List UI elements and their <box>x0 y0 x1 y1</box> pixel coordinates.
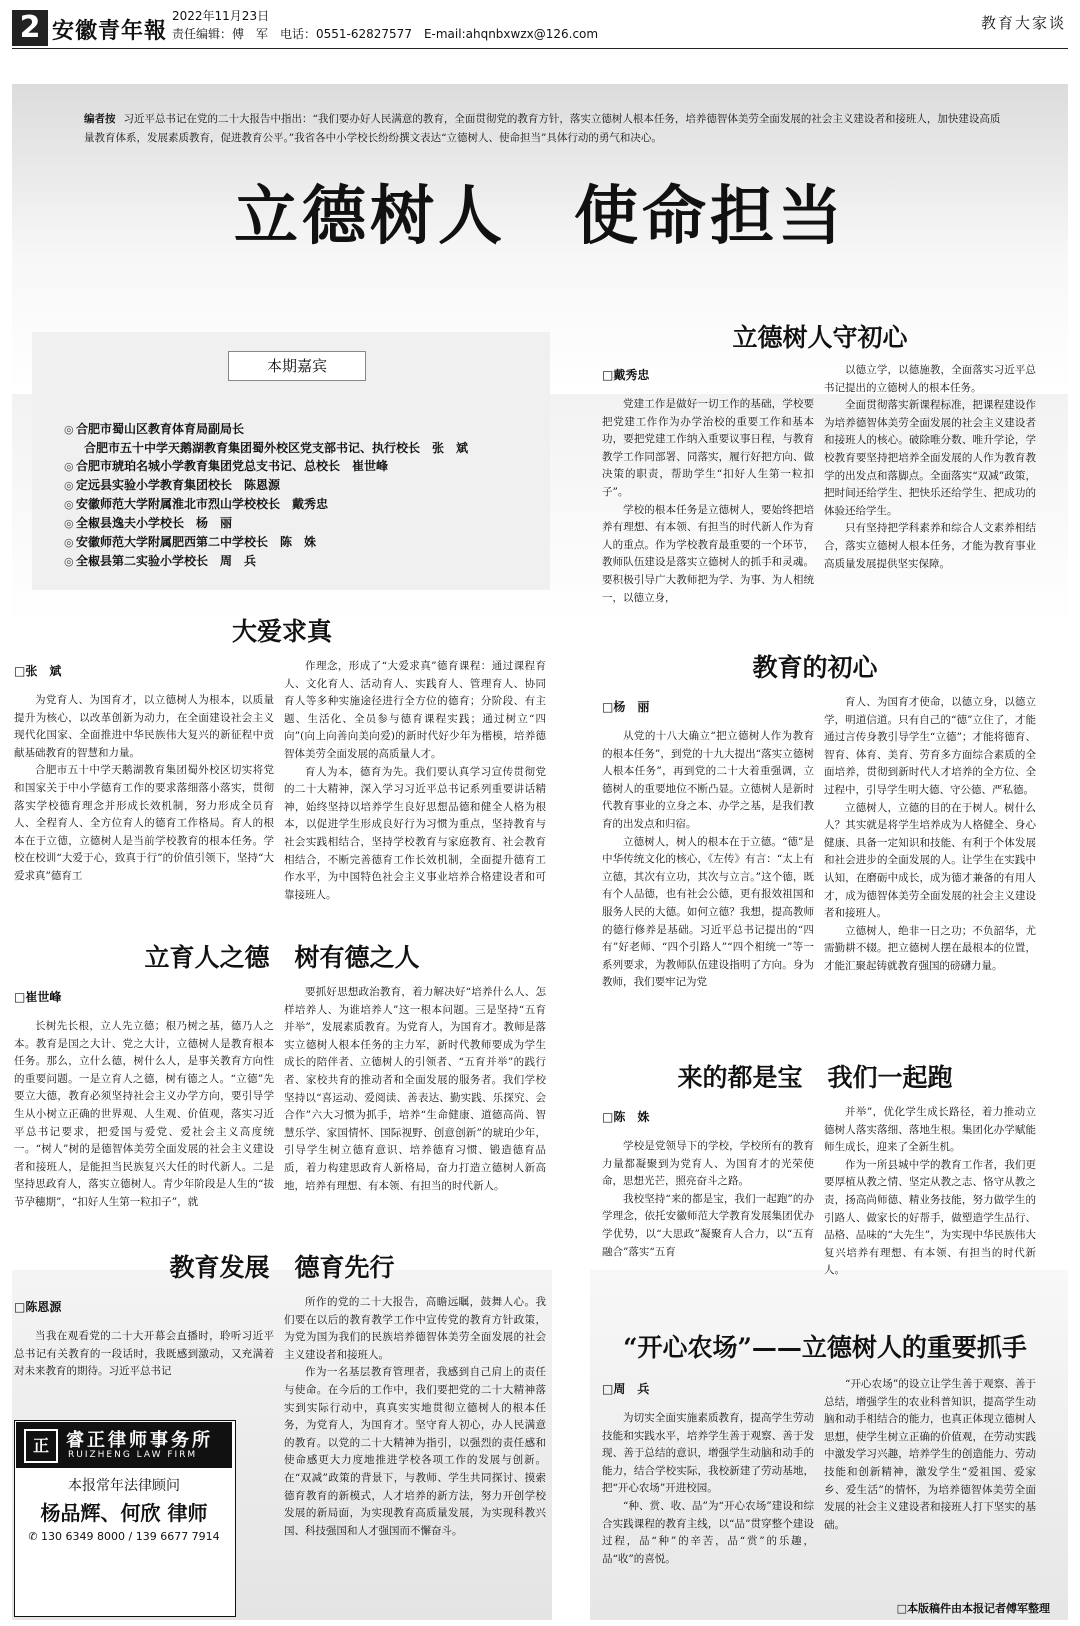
paragraph: 育人、为国育才使命，以德立身，以德立学，明道信道。只有自己的“德”立住了，才能通过言传身教引导学生“立德”；才能将德育、智育、体育、美育、劳育多方面综合素质的全面培养，贯彻到新时代人才培养的全方位、全过程中，引导学生明大德、守公德、严私德。 <box>824 696 1036 796</box>
paragraph: “开心农场”的设立让学生善于观察、善于总结，增强学生的农业科普知识，提高学生动脑和动手相结合的能力，也真正体现立德树人思想，使学生树立正确的价值观，在劳动实践中激发学习兴趣，培养学生的创造能力、劳动技能和创新精神，激发学生“爱祖国、爱家乡、爱生活”的情怀，为培养德智体美劳全面发展的社会主义建设者和接班人打下坚实的基础。 <box>824 1378 1036 1531</box>
article-column <box>602 728 814 1010</box>
paragraph: 立德树人，立德的目的在于树人。树什么人？其实就是将学生培养成为人格健全、身心健康、具备一定知识和技能、有利于个体发展和社会进步的全面发展的人。让学生在实践中认知，在磨砺中成长，成为德才兼备的有用人才，成为德智体美劳全面发展的社会主义建设者和接班人。 <box>824 801 1036 920</box>
guest-item: ◎ 全椒县逸夫小学校长 杨 丽 <box>64 514 544 533</box>
guest-item: ◎ 定远县实验小学教育集团校长 陈恩源 <box>64 476 544 495</box>
article-title: “开心农场”——立德树人的重要抓手 <box>623 1333 1027 1362</box>
article-column <box>602 396 814 604</box>
article-author: □陈 姝 <box>602 1110 650 1124</box>
section-name: 教育大家谈 <box>980 14 1066 32</box>
paragraph: 育人为本，德育为先。我们要认真学习宣传贯彻党的二十大精神，深入学习习近平总书记系列重要讲话精神，始终坚持以培养学生良好思想品德和健全人格为根本，以促进学生形成良好行为习惯为重点，坚持教育与社会实践相结合，坚持学校教育与家庭教育、社会教育相结合，不断完善德育工作长效机制，全面提升德育工作水平，为中国特色社会主义事业培养合格建设者和可靠接班人。 <box>284 765 546 901</box>
paragraph: 长树先长根，立人先立德；根乃树之基，德乃人之本。教育是国之大计、党之大计，立德树人是教育根本任务。那么，立什么德，树什么人，是事关教育方向性的重要问题。一是立育人之德，树有德之人。“立德”先要立大德，教育必须坚持社会主义办学方向，要引导学生从小树立正确的世界观、人生观、价值观，落实习近平总书记要求，把爱国与爱党、爱社会主义高度统一。“树人”树的是德智体美劳全面发展的社会主义建设者和接班人，是能担当民族复兴大任的时代新人。二是坚持思政育人，落实立德树人。青少年阶段是人生的“拔节孕穗期”，“扣好人生第一粒扣子”，就 <box>14 1020 274 1208</box>
article-author: □戴秀忠 <box>602 368 650 382</box>
paragraph: 要抓好思想政治教育，着力解决好“培养什么人、怎样培养人、为谁培养人”这一根本问题。三是坚持“五育并举”，发展素质教育。为党育人，为国育才。教师是落实立德树人根本任务的主力军，新时代教师要成为学生成长的陪伴者、立德树人的引领者、“五育并举”的践行者、家校共育的推动者和全面发展的服务者。我们学校坚持以“喜运动、爱阅读、善表达、勤实践、乐探究、会合作”六大习惯为抓手，培养“生命健康、道德高尚、智慧乐学、家国情怀、国际视野、创意创新”的琥珀少年，引导学生树立德育意识、培养德育习惯、锻造德育品质，着力构建思政育人新格局，奋力打造立德树人新高地，培养有理想、有本领、有担当的时代新人。 <box>284 986 546 1192</box>
article-column <box>602 1410 814 1598</box>
article-column <box>824 1104 1036 1277</box>
guest-item: ◎ 合肥市琥珀名城小学教育集团党总支书记、总校长 崔世峰 <box>64 457 544 476</box>
issue-date: 2022年11月23日 <box>172 9 270 23</box>
bullet-icon: ◎ <box>64 498 74 511</box>
paragraph: 只有坚持把学科素养和综合人文素养相结合，落实立德树人根本任务，才能为教育事业高质量发展提供坚实保障。 <box>824 522 1036 570</box>
bullet-icon: ◎ <box>64 479 74 492</box>
paragraph: 全面贯彻落实新课程标准，把课程建设作为培养德智体美劳全面发展的社会主义建设者和接班人的核心。破除唯分数、唯升学论，学校教育要坚持把培养全面发展的人作为教育教学的出发点和落脚点。全面落实“双减”政策，把时间还给学生、把快乐还给学生、把成功的体验还给学生。 <box>824 399 1036 517</box>
paragraph: 作为一名基层教育管理者，我感到自己肩上的责任与使命。在今后的工作中，我们要把党的二十大精神落实到实际行动中，真真实实地贯彻立德树人的根本任务，为党育人，为国育才。坚守育人初心，办人民满意的教育。以党的二十大精神为指引，以强烈的责任感和使命感更大力度地推进学校各项工作的发展与创新。在“双减”政策的背景下，与教师、学生共同探讨、摸索德育教育的新模式，人才培养的新方法，努力开创学校发展的新局面，为实现教育高质量发展，为实现科教兴国、科技强国和人才强国而不懈奋斗。 <box>284 1366 546 1537</box>
article-column <box>14 1018 274 1208</box>
page-credit: □本版稿件由本报记者傅军整理 <box>896 1602 1050 1615</box>
paragraph: 作理念，形成了“大爱求真”德育课程：通过课程育人、文化育人、活动育人、实践育人、管理育人、协同育人等多种实施途径进行全方位的德育；分阶段、有主题、生活化、全员参与德育课程实践；通过树立“四向”(向上向善向美向爱)的新时代好少年为楷模，培养德智体美劳全面发展的高质量人才。 <box>284 660 546 760</box>
guest-list <box>64 420 544 571</box>
guest-item: 合肥市五十中学天鹅湖教育集团蜀外校区党支部书记、执行校长 张 斌 <box>84 441 469 455</box>
article-column <box>14 1328 274 1400</box>
paragraph: “种、赏、收、品”为“开心农场”建设和综合实践课程的教育主线，以“品”贯穿整个建设过程，品“种”的辛苦，品“赏”的乐趣，品“收”的喜悦。 <box>602 1499 814 1565</box>
paragraph: 并举”，优化学生成长路径，着力推动立德树人落实落细、落地生根。集团化办学赋能师生成长，迎来了全新生机。 <box>824 1106 1036 1154</box>
bullet-icon: ◎ <box>64 555 74 568</box>
main-headline: 立德树人 使命担当 <box>234 179 846 254</box>
editor-note-label: 编者按 <box>84 113 116 125</box>
header-rule <box>12 48 1068 49</box>
paragraph: 学校是党领导下的学校，学校所有的教育力量都凝聚到为党育人、为国育才的光荣使命，思想光芒，照亮奋斗之路。 <box>602 1140 814 1188</box>
article-author: □杨 丽 <box>602 700 650 714</box>
article-column <box>824 362 1036 600</box>
paragraph: 为党育人、为国育才，以立德树人为根本，以质量提升为核心，以改革创新为动力，在全面建设社会主义现代化国家、全面推进中华民族伟大复兴的新征程中贡献基础教育的智慧和力量。 <box>14 694 274 759</box>
bullet-icon: ◎ <box>64 517 74 530</box>
article-title: 来的都是宝 我们一起跑 <box>677 1063 953 1092</box>
article-title: 教育的初心 <box>752 653 878 682</box>
law-firm-logo-icon: 正 <box>24 1429 58 1463</box>
bullet-icon: ◎ <box>64 536 74 549</box>
guest-panel-label: 本期嘉宾 <box>228 351 366 381</box>
article-column <box>824 694 1036 1010</box>
article-column <box>284 984 546 1202</box>
paragraph: 我校坚持“来的都是宝，我们一起跑”的办学理念，依托安徽师范大学教育发展集团优办学优势，以“大思政”凝聚育人合力，以“五育融合”落实“五育 <box>602 1192 814 1258</box>
article-column <box>284 1294 546 1616</box>
masthead-logo: 安徽青年報 <box>52 18 168 44</box>
article-column <box>14 692 274 888</box>
law-firm-name: 睿正律师事务所 <box>66 1430 213 1451</box>
article-title: 立德树人守初心 <box>732 323 908 352</box>
article-author: □周 兵 <box>602 1382 650 1396</box>
editor-info: 责任编辑：傅 军 电话：0551-62827577 E-mail:ahqnbxwzx@126.com <box>172 27 599 41</box>
page-number: 2 <box>12 10 48 46</box>
guest-item: ◎ 全椒县第二实验小学校长 周 兵 <box>64 552 544 571</box>
paragraph: 立德树人，绝非一日之功；不负韶华，尤需勤耕不辍。把立德树人摆在最根本的位置，才能汇聚起铸就教育强国的磅礴力量。 <box>824 924 1036 972</box>
paragraph: 当我在观看党的二十大开幕会直播时，聆听习近平总书记有关教育的一段话时，我既感到激动，又充满着对未来教育的期待。习近平总书记 <box>14 1330 274 1378</box>
article-title: 大爱求真 <box>231 617 332 646</box>
guest-item: ◎ 安徽师范大学附属肥西第二中学校长 陈 姝 <box>64 533 544 552</box>
article-title: 立育人之德 树有德之人 <box>144 943 420 972</box>
paragraph: 为切实全面实施素质教育，提高学生劳动技能和实践水平，培养学生善于观察、善于发现、善于总结的意识，增强学生动脑和动手的能力，结合学校实际，我校新建了劳动基地，把“开心农场”开进校园。 <box>602 1412 814 1495</box>
article-title: 教育发展 德育先行 <box>169 1253 395 1282</box>
law-firm-english: RUIZHENG LAW FIRM <box>68 1450 198 1460</box>
guest-item: ◎ 安徽师范大学附属淮北市烈山学校校长 戴秀忠 <box>64 495 544 514</box>
article-column <box>824 1376 1036 1592</box>
law-firm-subtitle: 本报常年法律顾问 <box>68 1478 180 1494</box>
law-firm-phones: ✆ 130 6349 8000 / 139 6677 7914 <box>28 1530 220 1543</box>
bullet-icon: ◎ <box>64 460 74 473</box>
guest-item: ◎ 合肥市蜀山区教育体育局副局长 <box>64 420 544 439</box>
law-firm-lawyers: 杨品辉、何欣 律师 <box>40 1501 208 1525</box>
paragraph: 党建工作是做好一切工作的基础，学校要把党建工作作为办学治校的重要工作和基本功，要把党建工作纳入重要议事日程，与教育教学工作同部署、同落实，履行好把方向、做决策的职责，帮助学生“扣好人生第一粒扣子”。 <box>602 398 814 498</box>
bullet-icon: ◎ <box>64 423 74 436</box>
article-column <box>602 1138 814 1272</box>
editor-note <box>84 110 1004 148</box>
law-firm-banner <box>16 1422 232 1468</box>
paragraph: 学校的根本任务是立德树人，要始终把培养有理想、有本领、有担当的时代新人作为育人的重点。作为学校教育最重要的一个环节，教师队伍建设是落实立德树人的抓手和灵魂。要积极引导广大教师把为学、为事、为人相统一，以德立身， <box>602 503 814 604</box>
paragraph: 所作的党的二十大报告，高瞻远瞩，鼓舞人心。我们要在以后的教育教学工作中宣传党的教育方针政策，为党为国为我们的民族培养德智体美劳全面发展的社会主义建设者和接班人。 <box>284 1296 546 1361</box>
article-author: □张 斌 <box>14 664 62 678</box>
article-author: □陈恩源 <box>14 1300 62 1314</box>
paragraph: 从党的十八大确立“把立德树人作为教育的根本任务”，到党的十九大提出“落实立德树人根本任务”，再到党的二十大着重强调，立德树人的重要地位不断凸显。立德树人是新时代教育事业的立身之本、办学之基，是我们教育的出发点和归宿。 <box>602 730 814 830</box>
paragraph: 以德立学，以德施教，全面落实习近平总书记提出的立德树人的根本任务。 <box>824 364 1036 394</box>
article-column <box>284 658 546 901</box>
paragraph: 作为一所县城中学的教育工作者，我们更要厚植从教之情、坚定从教之志、恪守从教之责，扬高尚师德、精业务技能，努力做学生的引路人、做家长的好帮手，做塑造学生品行、品格、品味的“大先生”，为实现中华民族伟大复兴培养有理想、有本领、有担当的时代新人。 <box>824 1158 1036 1277</box>
editor-note-text: 习近平总书记在党的二十大报告中指出：“我们要办好人民满意的教育，全面贯彻党的教育方针，落实立德树人根本任务，培养德智体美劳全面发展的社会主义建设者和接班人，加快建设高质量教育体系，发展素质教育，促进教育公平。”我省各中小学校长纷纷撰文表达“立德树人、使命担当”具体行动的勇气和决心。 <box>84 113 1001 144</box>
paragraph: 立德树人，树人的根本在于立德。“德”是中华传统文化的核心，《左传》有言：“太上有立德，其次有立功，其次与立言。”这个德，既有个人品德，也有社会公德，更有报效祖国和服务人民的大德。如何立德？我想，提高教师的德行修养是基础。习近平总书记提出的“四有”好老师、“四个引路人”“四个相统一”等一系列要求，为教师队伍建设指明了方向。身为教师，我们要牢记为党 <box>602 835 814 989</box>
paragraph: 合肥市五十中学天鹅湖教育集团蜀外校区切实将党和国家关于中小学德育工作的要求落细落小落实，贯彻落实学校德育理念并形成长效机制，努力形成全员育人、全程育人、全方位育人的德育工作格局。育人的根本在于立德，立德树人是当前学校教育的根本任务。学校在校训“大爱于心，致真于行”的价值引领下，坚持“大爱求真”德育工 <box>14 764 274 882</box>
article-author: □崔世峰 <box>14 990 62 1004</box>
